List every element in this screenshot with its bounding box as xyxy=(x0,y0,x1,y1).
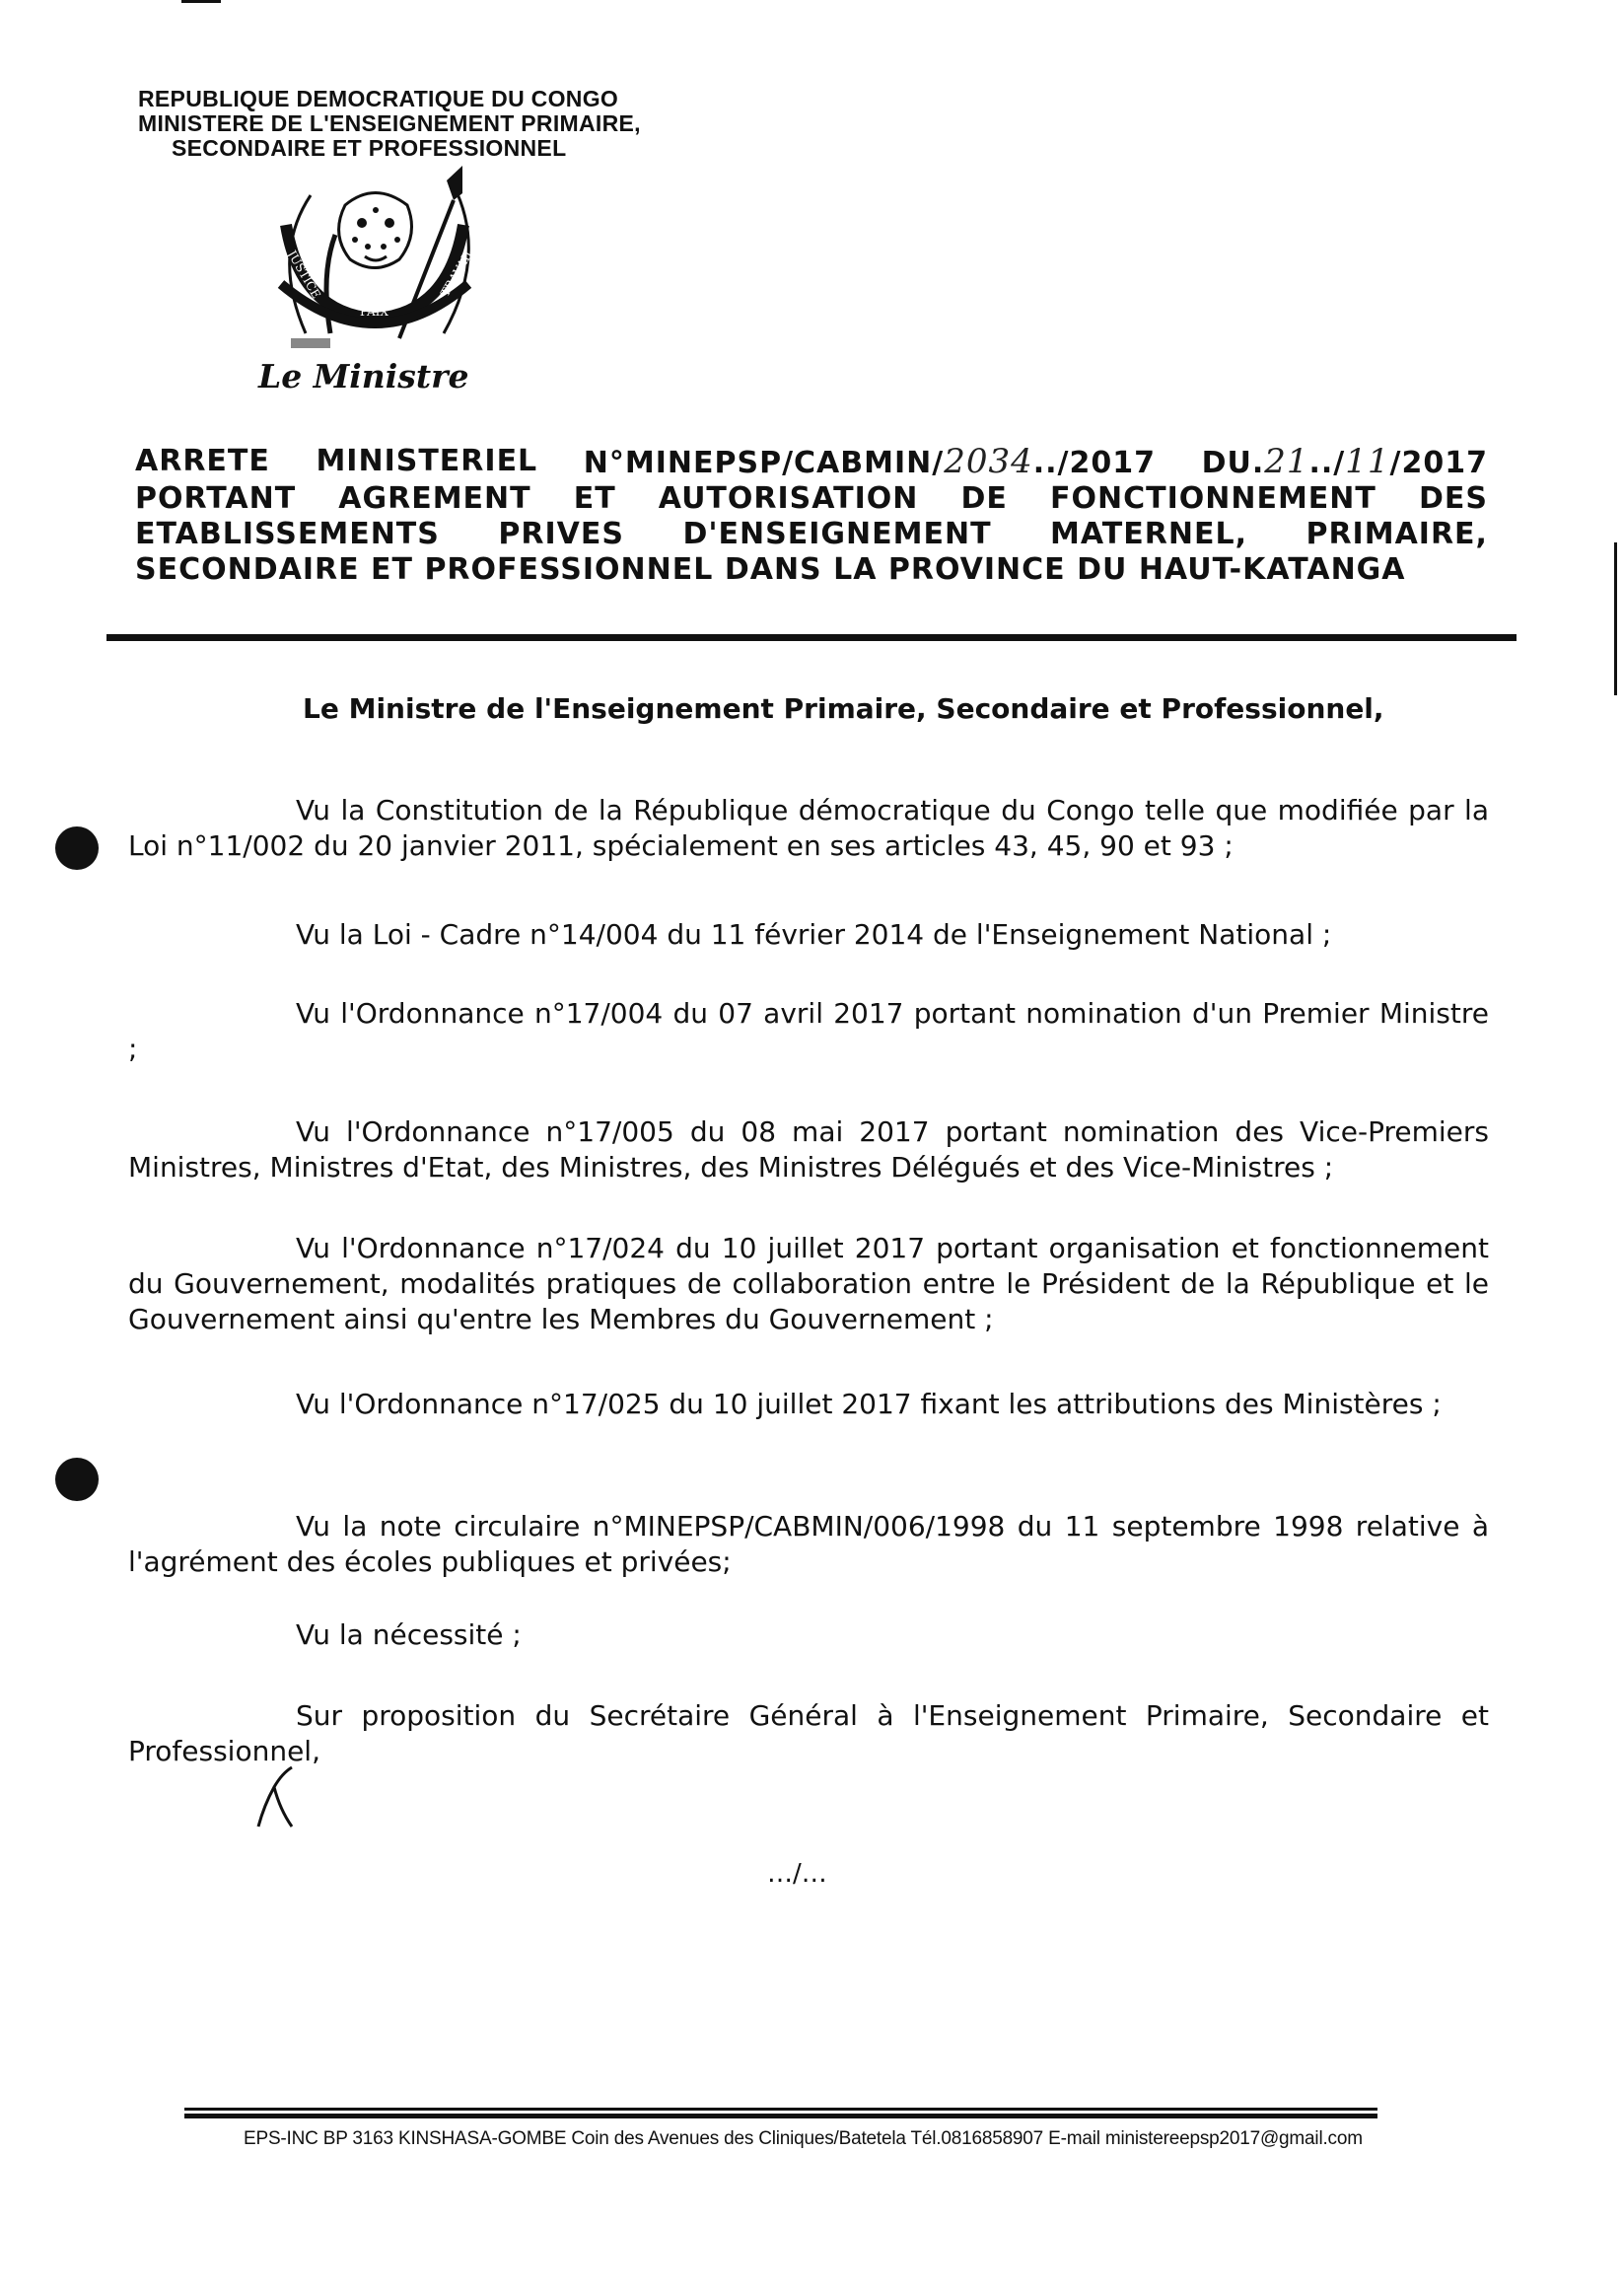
scan-mark-edge xyxy=(1614,542,1617,695)
continuation-mark: …/… xyxy=(767,1859,827,1889)
title-divider xyxy=(106,634,1517,641)
punch-hole-mark xyxy=(55,826,99,870)
paragraph-loi-cadre: Vu la Loi - Cadre n°14/004 du 11 février 2014 de l'Enseignement National ; xyxy=(296,918,1332,951)
footer-address: EPS-INC BP 3163 KINSHASA-GOMBE Coin des Avenues des Cliniques/Batetela Tél.0816858907 E-mail ministereepsp2017@gmail.com xyxy=(244,2128,1363,2149)
leopard-head-icon xyxy=(339,193,412,268)
footer-rule-thick xyxy=(184,2114,1377,2118)
svg-text:PAIX: PAIX xyxy=(360,305,388,319)
letterhead-line-3: SECONDAIRE ET PROFESSIONNEL xyxy=(172,135,567,161)
paragraph-necessite: Vu la nécessité ; xyxy=(296,1618,522,1651)
letterhead xyxy=(138,87,641,161)
handwritten-day: 21 xyxy=(1264,442,1309,481)
letterhead-line-2: MINISTERE DE L'ENSEIGNEMENT PRIMAIRE, xyxy=(138,110,641,136)
paragraph-ordonnance-025: Vu l'Ordonnance n°17/025 du 10 juillet 2017 fixant les attributions des Ministères ; xyxy=(296,1388,1442,1420)
svg-text:JUSTICE: JUSTICE xyxy=(284,248,323,302)
title-line-3: ETABLISSEMENTS PRIVES D'ENSEIGNEMENT MATERNEL, PRIMAIRE, xyxy=(135,517,1488,551)
title-line-1: ARRETE MINISTERIEL N°MINEPSP/CABMIN/2034../2017 DU.21../11/2017 xyxy=(135,442,1488,481)
footer-rule xyxy=(184,2108,1377,2111)
paragraph-note-circulaire: Vu la note circulaire n°MINEPSP/CABMIN/006/1998 du 11 septembre 1998 relative à l'agrément des écoles publiques et privées; xyxy=(128,1510,1489,1578)
paragraph-proposition: Sur proposition du Secrétaire Général à l'Enseignement Primaire, Secondaire et Professionnel, xyxy=(128,1699,1489,1767)
handwritten-initial xyxy=(252,1765,302,1834)
paragraph-constitution: Vu la Constitution de la République démocratique du Congo telle que modifiée par la Loi n°11/002 du 20 janvier 2011, spécialement en ses articles 43, 45, 90 et 93 ; xyxy=(128,794,1489,862)
handwritten-decree-number: 2034 xyxy=(944,442,1033,481)
title-line-4: SECONDAIRE ET PROFESSIONNEL DANS LA PROVINCE DU HAUT-KATANGA xyxy=(135,552,1406,587)
paragraph-ordonnance-005: Vu l'Ordonnance n°17/005 du 08 mai 2017 portant nomination des Vice-Premiers Ministres, Ministres d'Etat, des Ministres, des Ministres Délégués et des Vice-Ministres ; xyxy=(128,1115,1489,1184)
paragraph-ordonnance-004: Vu l'Ordonnance n°17/004 du 07 avril 2017 portant nomination d'un Premier Ministre ; xyxy=(128,997,1489,1065)
minister-label: Le Ministre xyxy=(258,357,469,395)
coat-of-arms-emblem xyxy=(251,166,498,383)
intro-line: Le Ministre de l'Enseignement Primaire, Secondaire et Professionnel, xyxy=(303,692,1384,725)
letterhead-line-1: REPUBLIQUE DEMOCRATIQUE DU CONGO xyxy=(138,86,619,111)
scan-mark-top xyxy=(181,0,221,3)
handwritten-month: 11 xyxy=(1345,442,1390,481)
svg-text:TRAVAIL: TRAVAIL xyxy=(438,246,477,300)
punch-hole-mark xyxy=(55,1458,99,1501)
paragraph-ordonnance-024: Vu l'Ordonnance n°17/024 du 10 juillet 2017 portant organisation et fonctionnement du Gouvernement, modalités pratiques de collaboration entre le Président de la République et le Gouvernement ainsi qu'entre les Membres du Gouvernement ; xyxy=(128,1232,1489,1335)
decree-title xyxy=(135,444,1488,588)
title-line-2: PORTANT AGREMENT ET AUTORISATION DE FONCTIONNEMENT DES xyxy=(135,481,1488,516)
